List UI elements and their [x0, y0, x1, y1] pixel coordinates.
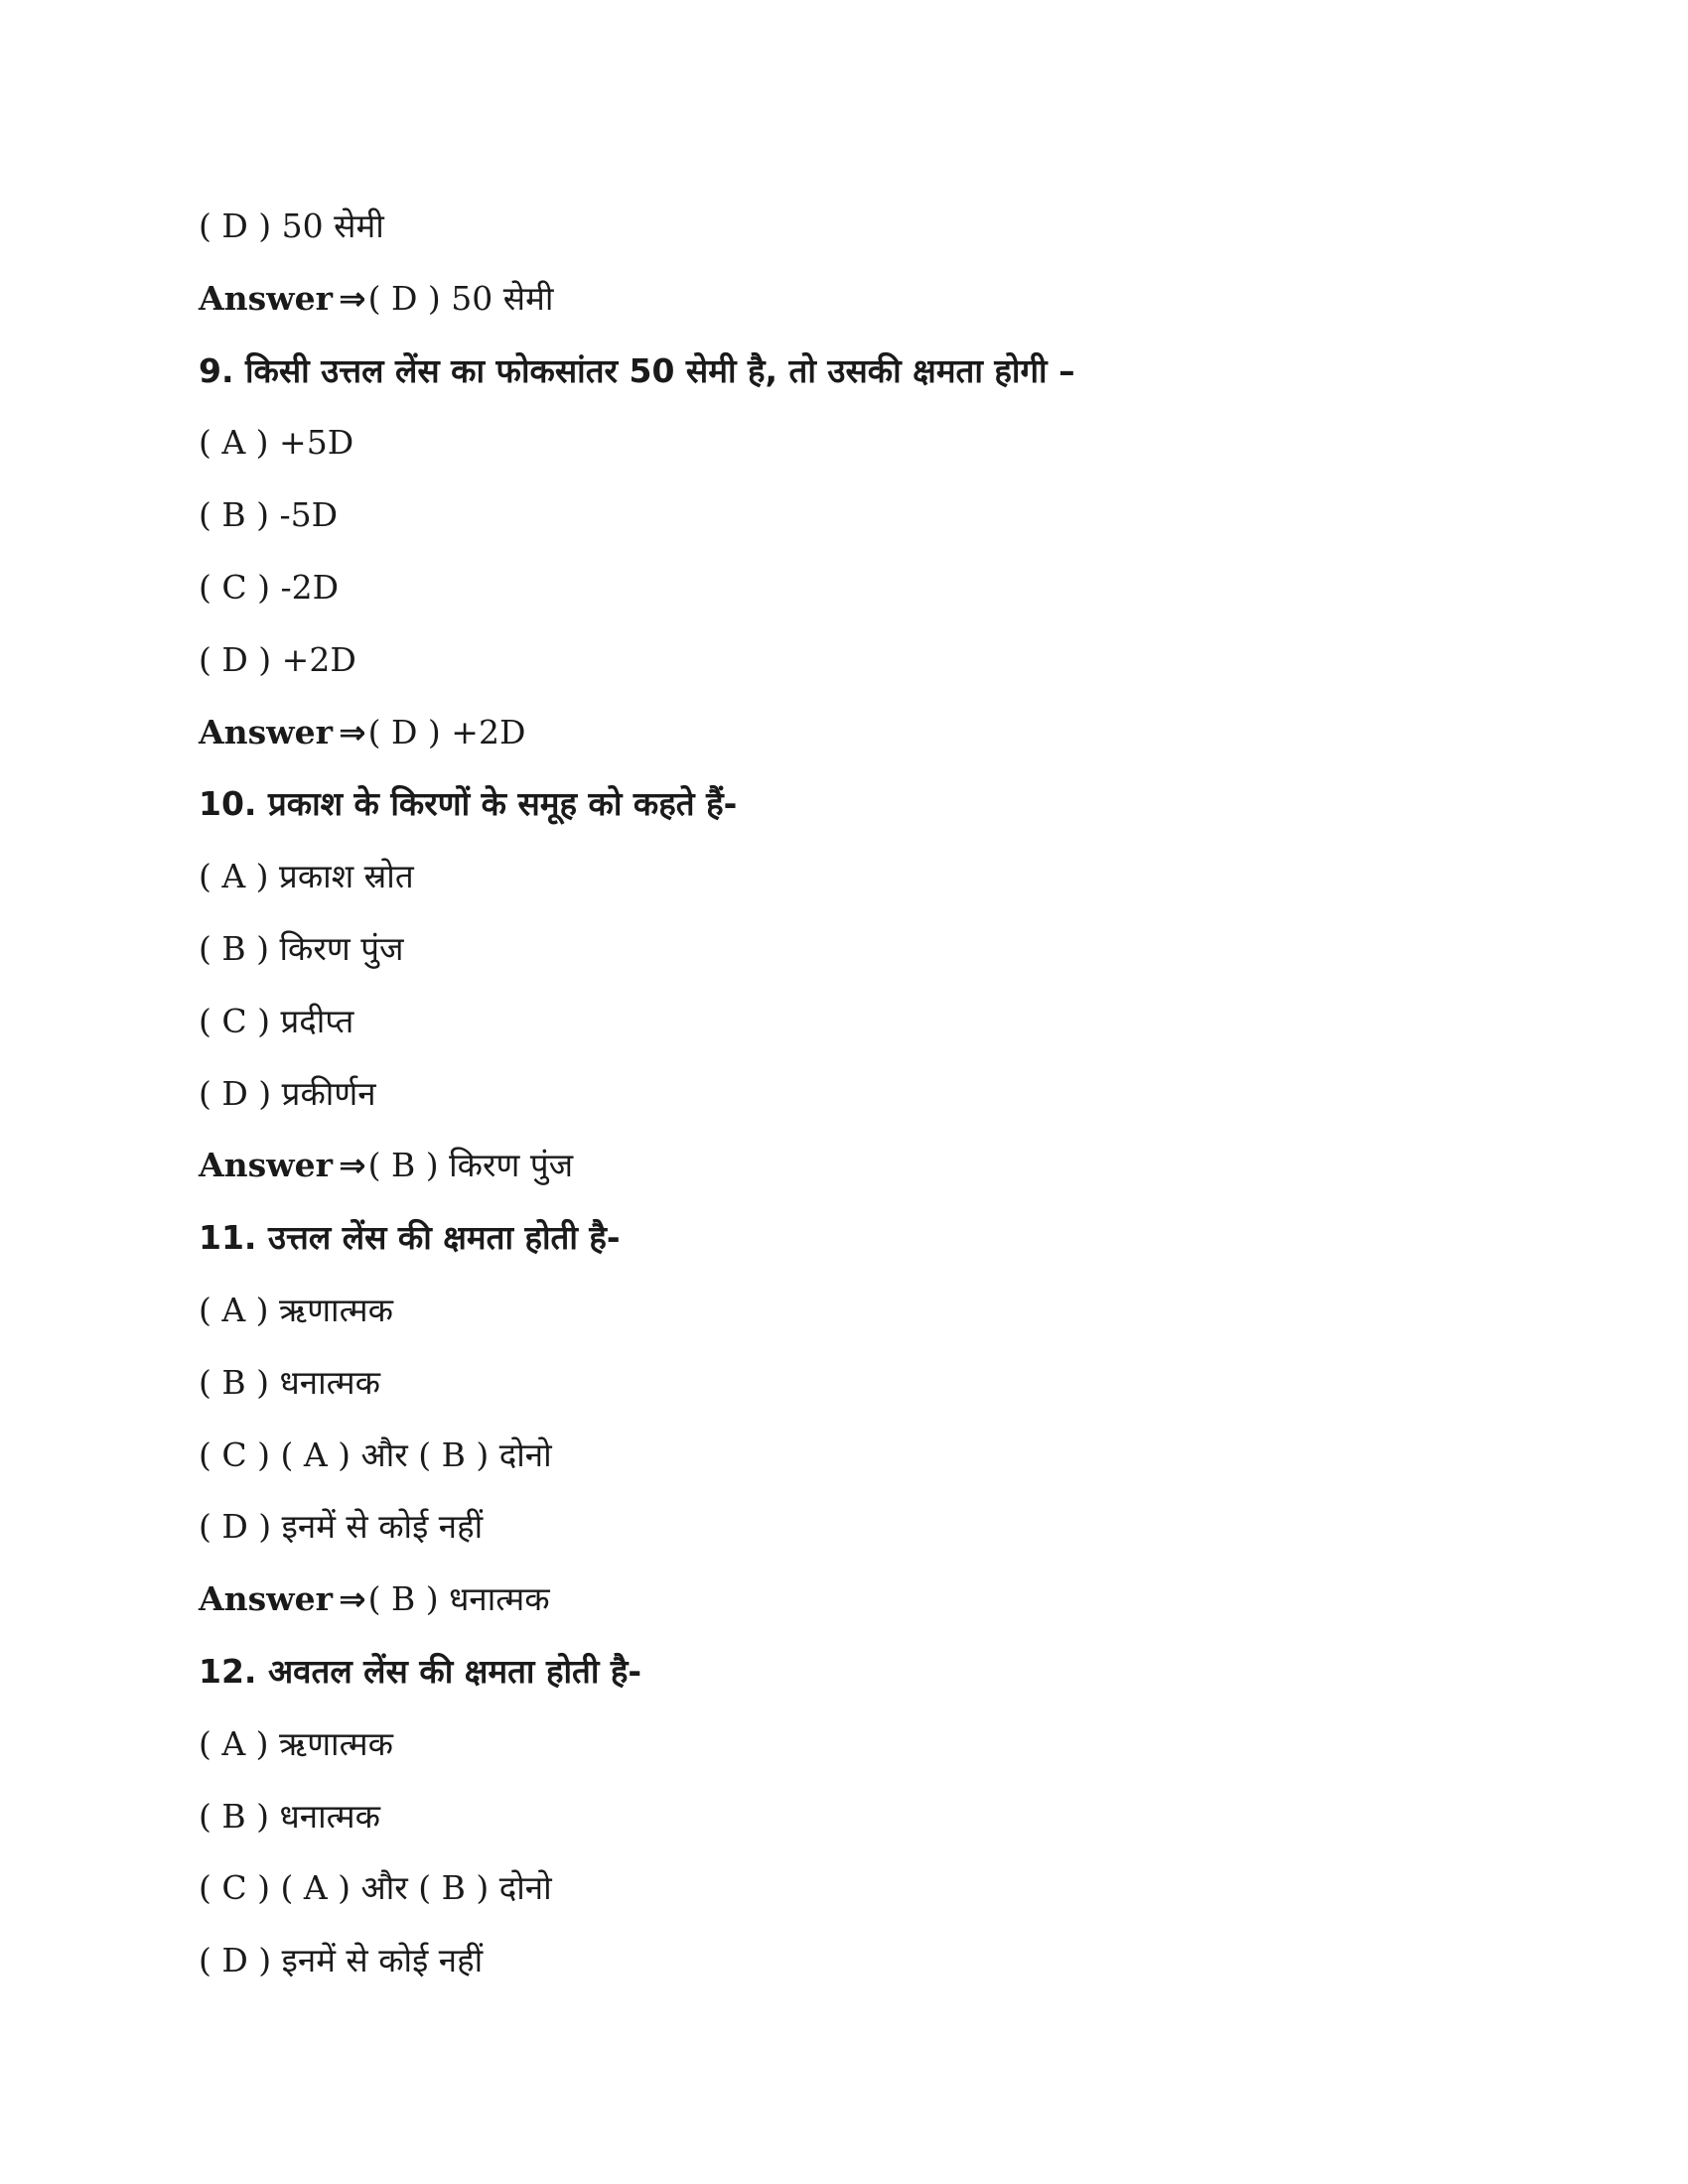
- answer-line: [199, 263, 1529, 336]
- question-9: 9. किसी उत्तल लेंस का फोकसांतर 50 सेमी है, तो उसकी क्षमता होगी –: [199, 350, 1075, 390]
- option-line: ( A ) +5D: [199, 423, 354, 463]
- option-line: ( D ) 50 सेमी: [199, 206, 384, 245]
- answer-label: Answer: [199, 1579, 333, 1619]
- option-line: ( D ) इनमें से कोई नहीं: [199, 1941, 484, 1980]
- answer-arrow-icon: ⇒: [338, 1579, 366, 1619]
- answer-value: ( B ) किरण पुंज: [367, 1146, 574, 1185]
- option-line: ( A ) ऋणात्मक: [199, 1290, 393, 1329]
- option-line: ( C ) ( A ) और ( B ) दोनो: [199, 1434, 552, 1474]
- answer-label: Answer: [199, 278, 333, 318]
- option-line: ( C ) -2D: [199, 567, 340, 607]
- option-line: ( B ) धनात्मक: [199, 1362, 380, 1402]
- answer-line: [199, 1130, 1529, 1202]
- answer-value: ( B ) धनात्मक: [367, 1579, 550, 1619]
- answer-value: ( D ) 50 सेमी: [367, 278, 554, 318]
- answer-arrow-icon: ⇒: [338, 1146, 366, 1185]
- option-line: ( A ) प्रकाश स्रोत: [199, 857, 414, 896]
- answer-value: ( D ) +2D: [367, 712, 526, 751]
- option-line: ( A ) ऋणात्मक: [199, 1723, 393, 1763]
- answer-arrow-icon: ⇒: [338, 712, 366, 751]
- option-line: ( D ) इनमें से कोई नहीं: [199, 1507, 484, 1547]
- answer-line: [199, 697, 1529, 769]
- option-line: ( B ) -5D: [199, 495, 339, 535]
- option-line: ( B ) किरण पुंज: [199, 928, 404, 968]
- answer-label: Answer: [199, 712, 333, 751]
- answer-line: [199, 1564, 1529, 1636]
- option-line: ( C ) ( A ) और ( B ) दोनो: [199, 1868, 552, 1908]
- option-line: ( D ) प्रकीर्णन: [199, 1073, 376, 1113]
- question-10: 10. प्रकाश के किरणों के समूह को कहते हैं-: [199, 784, 738, 824]
- option-line: ( C ) प्रदीप्त: [199, 1001, 354, 1040]
- document-page: [199, 191, 1529, 1997]
- option-line: ( B ) धनात्मक: [199, 1796, 380, 1836]
- option-line: ( D ) +2D: [199, 639, 356, 679]
- answer-arrow-icon: ⇒: [338, 278, 366, 318]
- answer-label: Answer: [199, 1146, 333, 1185]
- question-11: 11. उत्तल लेंस की क्षमता होती है-: [199, 1218, 621, 1258]
- question-12: 12. अवतल लेंस की क्षमता होती है-: [199, 1651, 642, 1691]
